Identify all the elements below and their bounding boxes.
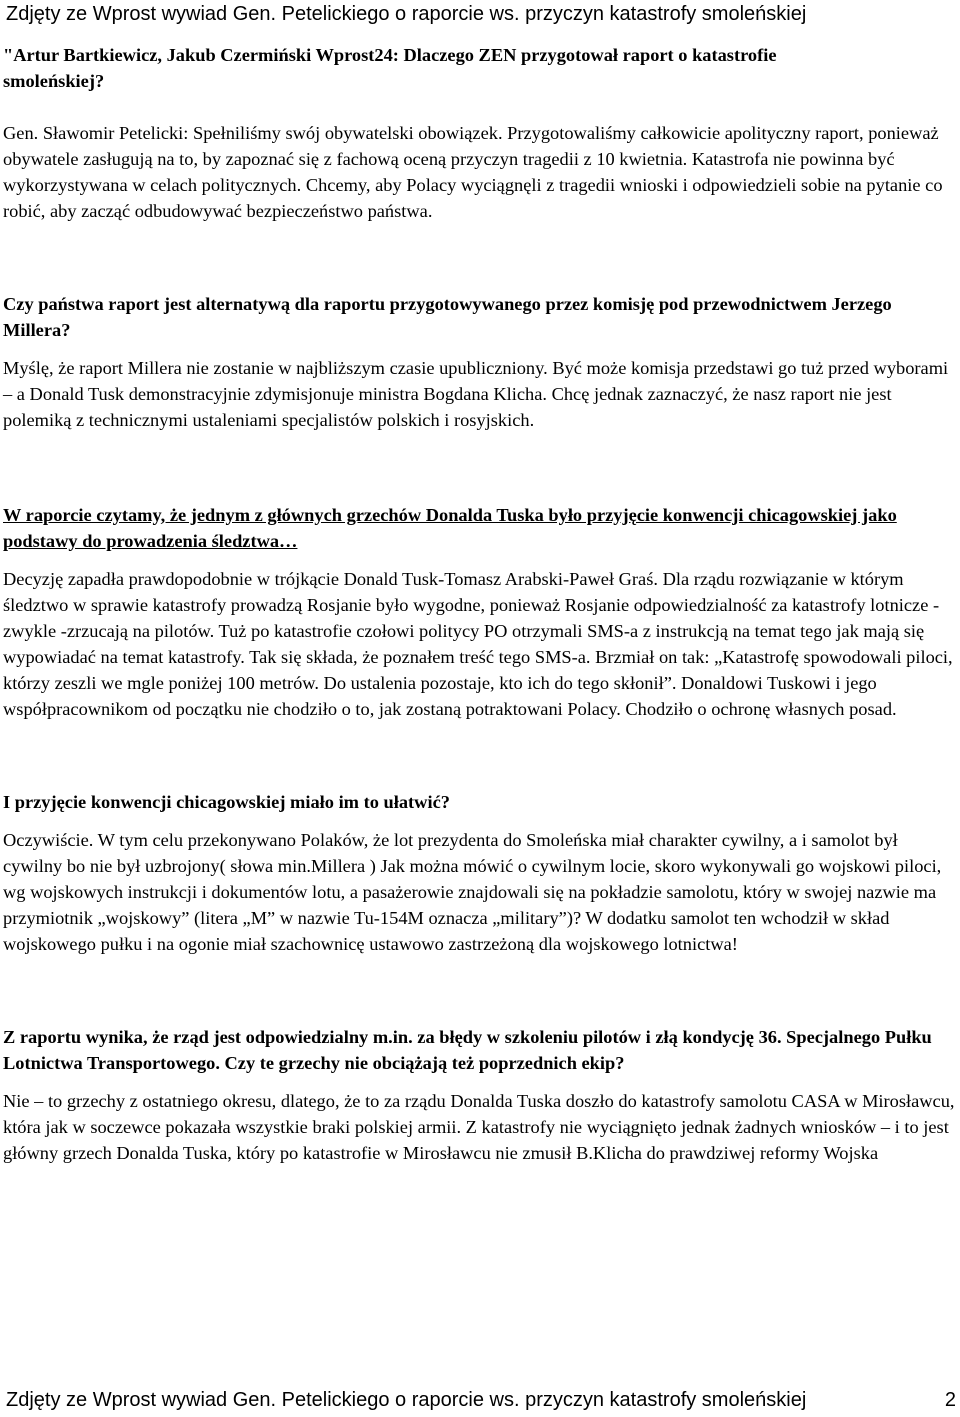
question-5: Z raportu wynika, że rząd jest odpowiedzialny m.in. za błędy w szkoleniu pilotów i złą kondycję 36. Specjalnego Pułku Lotnictwa Transportowego. Czy te grzechy nie obciążają też poprzednich ekip? [3,1027,932,1073]
page-number: 2 [944,1389,956,1411]
answer-5: Nie – to grzechy z ostatniego okresu, dlatego, że to za rządu Donalda Tuska doszło do katastrofy samolotu CASA w Mirosławcu, która jak w soczewce pokazała wszystkie braki polskiej armii. Z katastrofy nie wyciągnięto jednak żadnych wniosków – i to jest główny grzech Donalda Tuska, który po katastrofie w Mirosławcu nie zmusił B.Klicha do prawdziwej reformy Wojska [3,1091,955,1163]
intro-line-2: smoleńskiej? [3,71,105,91]
answer-1: Gen. Sławomir Petelicki: Spełniliśmy swój obywatelski obowiązek. Przygotowaliśmy całkowicie apolityczny raport, ponieważ obywatele zasługują na to, by zapoznać się z fachową oceną przyczyn tragedii z 10 kwietnia. Katastrofa nie powinna być wykorzystywana w celach politycznych. Chcemy, aby Polacy wyciągnęli z tragedii wnioski i odpowiedzieli sobie na pytanie co robić, aby zacząć odbudowywać bezpieczeństwo państwa. [3,123,943,221]
footer-title: Zdjęty ze Wprost wywiad Gen. Petelickiego o raporcie ws. przyczyn katastrofy smoleńskiej [6,1389,807,1411]
page-header: Zdjęty ze Wprost wywiad Gen. Petelickiego o raporcie ws. przyczyn katastrofy smoleńskiej [6,3,807,25]
answer-3: Decyzję zapadła prawdopodobnie w trójkącie Donald Tusk-Tomasz Arabski-Paweł Graś. Dla rządu rozwiązanie w którym śledztwo w sprawie katastrofy prowadzą Rosjanie było wygodne, ponieważ Rosjanie odpowiedzialność za katastrofy lotnicze -zwykle -zrzucają na pilotów. Tuż po katastrofie czołowi politycy PO otrzymali SMS-a z instrukcją na temat tego jak mają się wypowiadać na temat katastrofy. Tak się składa, że poznałem treść tego SMS-a. Brzmiał on tak: „Katastrofę spowodowali piloci, którzy zeszli we mgle poniżej 100 metrów. Do ustalenia pozostaje, kto ich do tego skłonił”. Donaldowi Tuskowi i jego współpracownikom od początku nie chodziło o to, jak zostaną potraktowani Polacy. Chodziło o ochronę własnych posad. [3,569,953,719]
question-2: Czy państwa raport jest alternatywą dla raportu przygotowywanego przez komisję pod przewodnictwem Jerzego Millera? [3,294,892,340]
page-footer [6,1388,956,1412]
answer-4: Oczywiście. W tym celu przekonywano Polaków, że lot prezydenta do Smoleńska miał charakter cywilny, a i samolot był cywilny bo nie był uzbrojony( słowa min.Millera ) Jak można mówić o cywilnym locie, skoro wykonywali go wojskowi piloci, wg wojskowych instrukcji i dokumentów lotu, a pasażerowie znajdowali się na pokładzie samolotu, który w swojej nazwie ma przymiotnik „wojskowy” (litera „M” w nazwie Tu-154M oznacza „military”)? W dodatku samolot ten wchodził w skład wojskowego pułku i na ogonie miał szachownicę ustawowo zastrzeżoną dla wojskowego lotnictwa! [3,830,942,954]
intro-line-1: "Artur Bartkiewicz, Jakub Czermiński Wprost24: Dlaczego ZEN przygotował raport o katastrofie [3,45,777,65]
question-4: I przyjęcie konwencji chicagowskiej miało im to ułatwić? [3,792,450,812]
article-body [3,40,958,1166]
question-3: W raporcie czytamy, że jednym z głównych grzechów Donalda Tuska było przyjęcie konwencji chicagowskiej jako podstawy do prowadzenia śledztwa… [3,505,897,551]
answer-2: Myślę, że raport Millera nie zostanie w najbliższym czasie upubliczniony. Być może komisja przedstawi go tuż przed wyborami – a Donald Tusk demonstracyjnie zdymisjonuje ministra Bogdana Klicha. Chcę jednak zaznaczyć, że nasz raport nie jest polemiką z technicznymi ustaleniami specjalistów polskich i rosyjskich. [3,358,949,430]
intro-question [3,42,958,94]
